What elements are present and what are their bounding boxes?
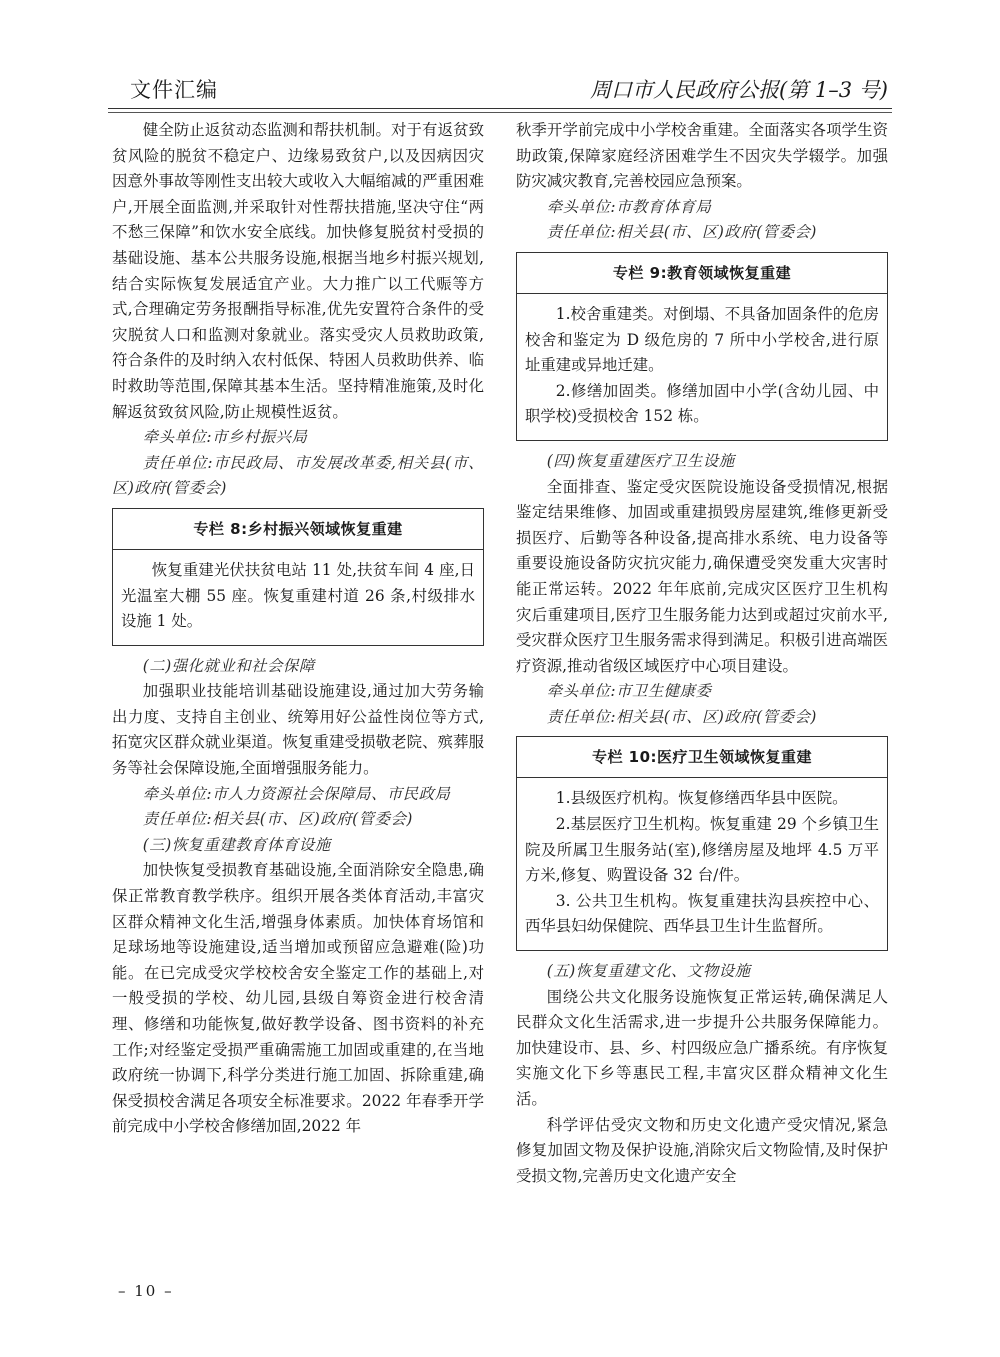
section-heading: (二)强化就业和社会保障 [142,656,315,675]
paragraph: 科学评估受灾文物和历史文化遗产受灾情况,紧急修复加固文物及保护设施,消除灾后文物险情,及时保护受损文物,完善历史文化遗产安全 [516,1115,888,1185]
sidebar-box-10 [516,736,888,951]
box-title: 专栏 8:乡村振兴领域恢复重建 [113,509,483,550]
lead-unit: 牵头单位:市乡村振兴局 [142,428,308,447]
box-body [517,294,887,440]
box-title: 专栏 9:教育领域恢复重建 [517,253,887,294]
paragraph: 秋季开学前完成中小学校舍重建。全面落实各项学生资助政策,保障家庭经济困难学生不因灾失学辍学。加强防灾减灾教育,完善校园应急预案。 [516,121,888,191]
box-item: 2.基层医疗卫生机构。恢复重建 29 个乡镇卫生院及所属卫生服务站(室),修缮房屋及地坪 4.5 万平方米,修复、购置设备 32 台/件。 [525,815,879,885]
paragraph: 全面排查、鉴定受灾医院设施设备受损情况,根据鉴定结果维修、加固或重建损毁房屋建筑,维修更新受损医疗、后勤等各种设备,提高排水系统、电力设备等重要设施设备防灾抗灾能力,确保遭受突发重大灾害时能正常运转。2022 年年底前,完成灾区医疗卫生机构灾后重建项目,医疗卫生服务能力达到或超过灾前水平,受灾群众医疗卫生服务需求得到满足。积极引进高端医疗资源,推动省级区域医疗中心项目建设。 [516,477,888,675]
right-column [516,118,888,1189]
lead-unit: 牵头单位:市教育体育局 [546,197,712,216]
responsible-unit: 责任单位:相关县(市、区)政府(管委会) [546,223,817,242]
section-heading: (四)恢复重建医疗卫生设施 [546,451,735,470]
responsible-unit: 责任单位:相关县(市、区)政府(管委会) [142,810,413,829]
left-column [112,118,484,1140]
box-item: 1.县级医疗机构。恢复修缮西华县中医院。 [555,789,848,808]
box-item: 2.修缮加固类。修缮加固中小学(含幼儿园、中职学校)受损校舍 152 栋。 [525,381,879,426]
box-body [517,778,887,950]
box-body [113,550,483,645]
paragraph: 加快恢复受损教育基础设施,全面消除安全隐患,确保正常教育教学秩序。组织开展各类体育活动,丰富灾区群众精神文化生活,增强身体素质。加快体育场馆和足球场地等设施建设,适当增加或预留应急避难(险)功能。在已完成受灾学校校舍安全鉴定工作的基础上,对一般受损的学校、幼儿园,县级自筹资金进行校舍清理、修缮和功能恢复,做好教学设备、图书资料的补充工作;对经鉴定受损严重确需施工加固或重建的,在当地政府统一协调下,科学分类进行施工加固、拆除重建,确保受损校舍满足各项安全标准要求。2022 年春季开学前完成中小学校舍修缮加固,2022 年 [112,861,484,1136]
responsible-unit: 责任单位:相关县(市、区)政府(管委会) [546,707,817,726]
box-item: 3. 公共卫生机构。恢复重建扶沟县疾控中心、西华县妇幼保健院、西华县卫生计生监督所。 [525,891,879,936]
paragraph: 健全防止返贫动态监测和帮扶机制。对于有返贫致贫风险的脱贫不稳定户、边缘易致贫户,以及因病因灾因意外事故等刚性支出较大或收入大幅缩减的严重困难户,开展全面监测,并采取针对性帮扶措施,坚决守住“两不愁三保障”和饮水安全底线。加快修复脱贫村受损的基础设施、基本公共服务设施,根据当地乡村振兴规划,结合实际恢复发展适宜产业。大力推广以工代赈等方式,合理确定劳务报酬指导标准,优先安置符合条件的受灾脱贫人口和监测对象就业。落实受灾人员救助政策,符合条件的及时纳入农村低保、特困人员救助供养、临时救助等范围,保障其基本生活。坚持精准施策,及时化解返贫致贫风险,防止规模性返贫。 [112,121,484,421]
sidebar-box-8 [112,508,484,646]
box-item: 1.校舍重建类。对倒塌、不具备加固条件的危房校舍和鉴定为 D 级危房的 7 所中小学校舍,进行原址重建或异地迁建。 [525,304,879,375]
header-section-title: 文件汇编 [130,78,218,102]
lead-unit: 牵头单位:市卫生健康委 [546,682,712,701]
header-rule-thin [108,112,892,113]
paragraph: 围绕公共文化服务设施恢复正常运转,确保满足人民群众文化生活需求,进一步提升公共服务保障能力。加快建设市、县、乡、村四级应急广播系统。有序恢复实施文化下乡等惠民工程,丰富灾区群众精神文化生活。 [516,987,888,1108]
section-heading: (三)恢复重建教育体育设施 [142,835,331,854]
section-heading: (五)恢复重建文化、文物设施 [546,962,751,981]
lead-unit: 牵头单位:市人力资源社会保障局、市民政局 [142,784,451,803]
page-number: – 10 – [118,1282,174,1300]
paragraph: 加强职业技能培训基础设施建设,通过加大劳务输出力度、支持自主创业、统筹用好公益性岗位等方式,拓宽灾区群众就业渠道。恢复重建受损敬老院、殡葬服务等社会保障设施,全面增强服务能力。 [112,682,484,778]
box-title: 专栏 10:医疗卫生领域恢复重建 [517,737,887,778]
header-publication-title: 周口市人民政府公报(第 1–3 号) [590,78,888,102]
responsible-unit: 责任单位:市民政局、市发展改革委,相关县(市、区)政府(管委会) [112,453,484,498]
header-rule [108,108,892,109]
sidebar-box-9 [516,252,888,441]
box-text: 恢复重建光伏扶贫电站 11 处,扶贫车间 4 座,日光温室大棚 55 座。恢复重建村道 26 条,村级排水设施 1 处。 [121,560,475,631]
